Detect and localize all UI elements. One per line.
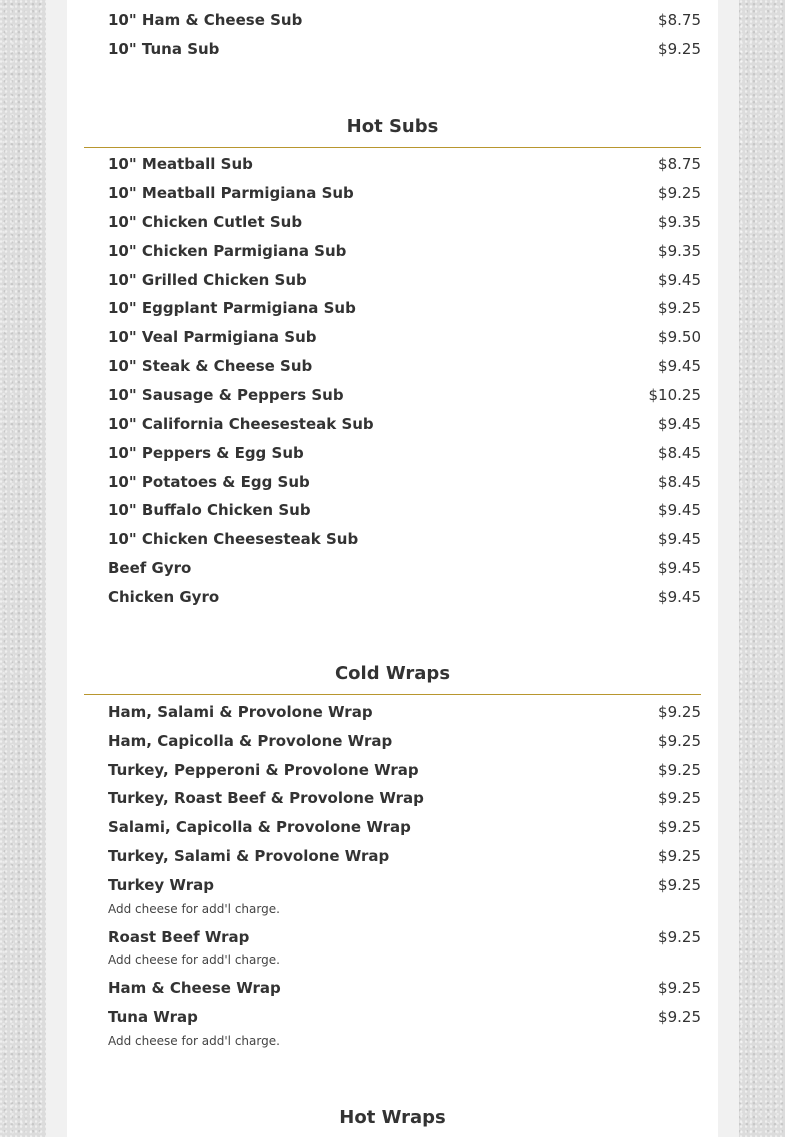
- menu-item: [84, 385, 701, 405]
- item-name: 10" Buffalo Chicken Sub: [108, 501, 311, 519]
- section-divider: [84, 147, 701, 148]
- menu-item: [84, 875, 701, 895]
- item-name: Ham, Salami & Provolone Wrap: [108, 703, 373, 721]
- menu-item: [84, 529, 701, 549]
- item-name: Chicken Gyro: [108, 588, 220, 606]
- menu-item: [84, 356, 701, 376]
- item-name: Beef Gyro: [108, 559, 192, 577]
- item-price: $9.50: [658, 328, 701, 346]
- section-title-hot-wraps: Hot Wraps: [339, 1107, 446, 1128]
- item-name: 10" Meatball Sub: [108, 155, 253, 173]
- item-name: Turkey, Pepperoni & Provolone Wrap: [108, 761, 419, 779]
- item-price: $9.45: [658, 415, 701, 433]
- item-price: $9.25: [658, 299, 701, 317]
- item-name: 10" Meatball Parmigiana Sub: [108, 184, 354, 202]
- menu-item: [84, 500, 701, 520]
- item-price: $9.25: [658, 789, 701, 807]
- menu-item: [84, 731, 701, 751]
- menu-item: [84, 270, 701, 290]
- item-name: 10" Chicken Parmigiana Sub: [108, 242, 347, 260]
- item-price: $9.45: [658, 501, 701, 519]
- section-title-hot-subs: Hot Subs: [346, 116, 439, 137]
- item-name: 10" Ham & Cheese Sub: [108, 11, 303, 29]
- item-note: Add cheese for add'l charge.: [108, 902, 280, 916]
- menu-item: [84, 10, 701, 30]
- menu-item: [84, 298, 701, 318]
- item-price: $9.45: [658, 357, 701, 375]
- item-name: 10" Potatoes & Egg Sub: [108, 473, 310, 491]
- menu-item: [84, 414, 701, 434]
- menu-item: [84, 978, 701, 998]
- menu-item: [84, 443, 701, 463]
- item-price: $9.45: [658, 559, 701, 577]
- section-divider: [84, 694, 701, 695]
- item-price: $9.25: [658, 847, 701, 865]
- item-name: Ham & Cheese Wrap: [108, 979, 281, 997]
- item-price: $9.45: [658, 588, 701, 606]
- item-name: 10" Eggplant Parmigiana Sub: [108, 299, 356, 317]
- item-note: Add cheese for add'l charge.: [108, 1034, 280, 1048]
- item-name: 10" Steak & Cheese Sub: [108, 357, 313, 375]
- item-price: $8.75: [658, 155, 701, 173]
- menu-item: [84, 587, 701, 607]
- menu-item: [84, 183, 701, 203]
- item-price: $9.25: [658, 928, 701, 946]
- item-price: $9.35: [658, 213, 701, 231]
- item-price: $9.35: [658, 242, 701, 260]
- item-price: $9.25: [658, 732, 701, 750]
- menu-item: [84, 241, 701, 261]
- item-price: $8.45: [658, 473, 701, 491]
- item-name: 10" Chicken Cheesesteak Sub: [108, 530, 359, 548]
- item-price: $9.25: [658, 1008, 701, 1026]
- item-name: 10" Peppers & Egg Sub: [108, 444, 304, 462]
- item-price: $9.45: [658, 530, 701, 548]
- item-price: $10.25: [648, 386, 701, 404]
- menu-item: [84, 788, 701, 808]
- item-name: Salami, Capicolla & Provolone Wrap: [108, 818, 411, 836]
- menu-item: [84, 1007, 701, 1027]
- item-name: Tuna Wrap: [108, 1008, 198, 1026]
- menu-item: [84, 212, 701, 232]
- item-name: 10" Veal Parmigiana Sub: [108, 328, 317, 346]
- item-price: $9.25: [658, 876, 701, 894]
- item-name: 10" Grilled Chicken Sub: [108, 271, 307, 289]
- menu-item: [84, 817, 701, 837]
- item-price: $9.45: [658, 271, 701, 289]
- menu-item: [84, 846, 701, 866]
- item-note: Add cheese for add'l charge.: [108, 953, 280, 967]
- item-name: Turkey Wrap: [108, 876, 214, 894]
- item-name: 10" California Cheesesteak Sub: [108, 415, 374, 433]
- item-price: $9.25: [658, 184, 701, 202]
- menu-item: [84, 154, 701, 174]
- item-price: $9.25: [658, 40, 701, 58]
- item-name: Turkey, Salami & Provolone Wrap: [108, 847, 390, 865]
- item-name: 10" Chicken Cutlet Sub: [108, 213, 303, 231]
- item-price: $8.45: [658, 444, 701, 462]
- item-price: $9.25: [658, 818, 701, 836]
- item-price: $8.75: [658, 11, 701, 29]
- item-name: 10" Sausage & Peppers Sub: [108, 386, 344, 404]
- item-price: $9.25: [658, 761, 701, 779]
- menu-item: [84, 558, 701, 578]
- item-name: 10" Tuna Sub: [108, 40, 220, 58]
- section-title-cold-wraps: Cold Wraps: [334, 663, 451, 684]
- menu-item: [84, 472, 701, 492]
- menu-item: [84, 39, 701, 59]
- menu-item: [84, 327, 701, 347]
- menu-item: [84, 702, 701, 722]
- item-price: $9.25: [658, 979, 701, 997]
- item-name: Roast Beef Wrap: [108, 928, 250, 946]
- item-name: Ham, Capicolla & Provolone Wrap: [108, 732, 393, 750]
- item-price: $9.25: [658, 703, 701, 721]
- menu-item: [84, 760, 701, 780]
- menu-item: [84, 927, 701, 947]
- item-name: Turkey, Roast Beef & Provolone Wrap: [108, 789, 424, 807]
